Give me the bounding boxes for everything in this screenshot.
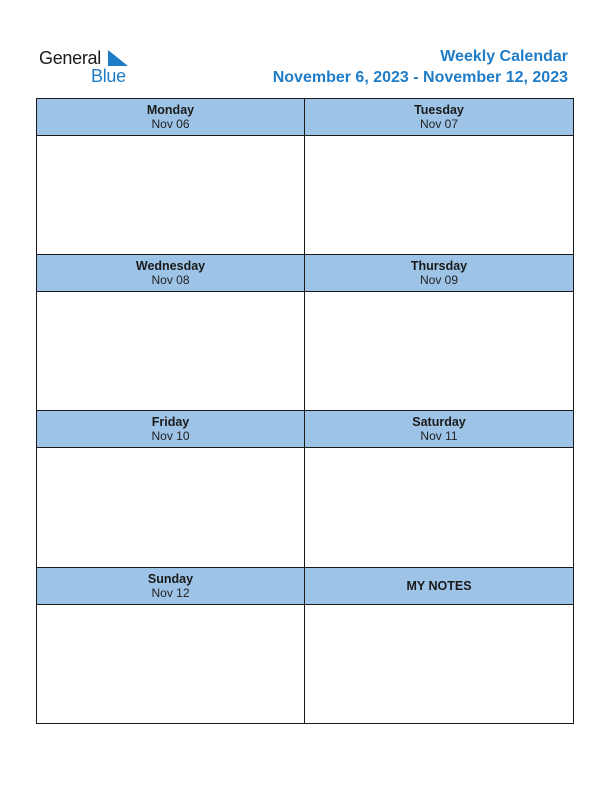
day-header <box>37 568 304 605</box>
notes-cell[interactable] <box>305 568 573 723</box>
logo-word-general: General <box>39 48 101 68</box>
day-cell-thursday[interactable] <box>305 255 573 411</box>
day-header <box>305 99 573 136</box>
day-name: Saturday <box>412 415 466 429</box>
day-name: Friday <box>151 415 190 429</box>
day-name: Sunday <box>147 572 194 586</box>
day-name: Tuesday <box>414 103 464 117</box>
notes-header <box>305 568 573 605</box>
date-range: November 6, 2023 - November 12, 2023 <box>272 69 568 86</box>
day-cell-tuesday[interactable] <box>305 99 573 255</box>
page-title: Weekly Calendar <box>440 48 568 65</box>
day-cell-wednesday[interactable] <box>37 255 305 411</box>
day-header <box>305 255 573 292</box>
day-cell-sunday[interactable] <box>37 568 305 723</box>
day-name: Monday <box>146 103 195 117</box>
day-cell-friday[interactable] <box>37 411 305 568</box>
day-date: Nov 08 <box>151 273 190 287</box>
day-header <box>37 255 304 292</box>
day-cell-monday[interactable] <box>37 99 305 255</box>
day-header <box>305 411 573 448</box>
day-date: Nov 11 <box>420 429 458 443</box>
notes-title: MY NOTES <box>406 579 472 593</box>
logo-word-blue: Blue <box>91 66 126 86</box>
day-date: Nov 06 <box>151 117 190 131</box>
logo-triangle-icon <box>108 50 128 66</box>
day-header <box>37 411 304 448</box>
day-date: Nov 10 <box>151 429 190 443</box>
general-blue-logo <box>39 47 139 87</box>
day-date: Nov 12 <box>151 586 190 600</box>
day-date: Nov 07 <box>419 117 459 131</box>
calendar-header <box>273 47 568 88</box>
day-name: Wednesday <box>135 259 206 273</box>
day-date: Nov 09 <box>419 273 459 287</box>
day-cell-saturday[interactable] <box>305 411 573 568</box>
day-header <box>37 99 304 136</box>
calendar-grid <box>36 98 574 724</box>
day-name: Thursday <box>410 259 468 273</box>
